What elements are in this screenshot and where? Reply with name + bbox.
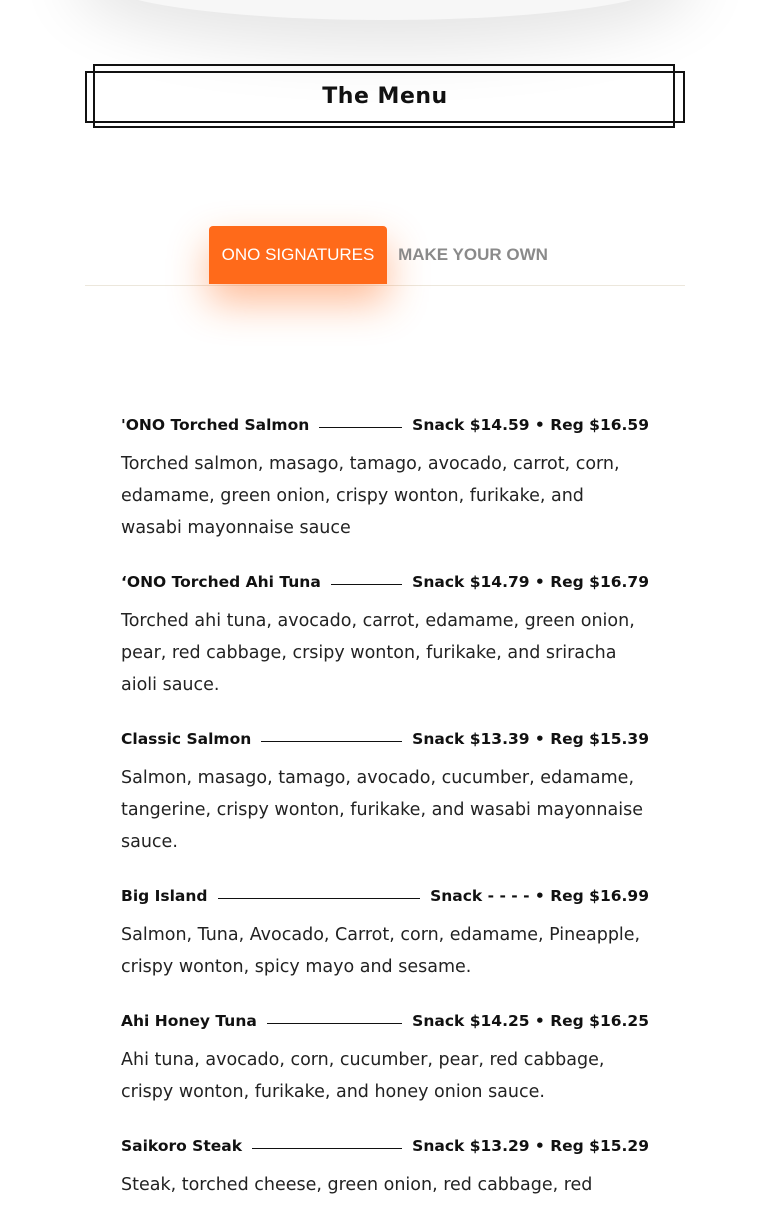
menu-item-header <box>121 1008 649 1034</box>
menu-tabs <box>85 226 685 286</box>
menu-item-name: Big Island <box>121 887 208 905</box>
menu-item-price: Snack $13.29 • Reg $15.29 <box>412 1137 649 1155</box>
menu-item-name: Saikoro Steak <box>121 1137 243 1155</box>
menu-item-name: Classic Salmon <box>121 730 252 748</box>
menu-item-leader <box>267 1023 402 1024</box>
menu-item-leader <box>252 1148 402 1149</box>
menu-item-leader <box>218 898 421 899</box>
menu-item-header <box>121 726 649 752</box>
menu-item-leader <box>319 427 402 428</box>
menu-item <box>121 412 649 544</box>
menu-item-price: Snack $14.59 • Reg $16.59 <box>412 416 649 434</box>
tab-make-your-own[interactable]: MAKE YOUR OWN <box>398 245 548 264</box>
menu-item-description: Torched ahi tuna, avocado, carrot, edamame, green onion, pear, red cabbage, crsipy wonton, furikake, and sriracha aioli sauce. <box>121 611 635 695</box>
menu-item-description: Salmon, masago, tamago, avocado, cucumber, edamame, tangerine, crispy wonton, furikake, and wasabi mayonnaise sauce. <box>121 768 643 852</box>
menu-item-header <box>121 1133 649 1159</box>
menu-title-frame <box>85 64 685 130</box>
menu-item-header <box>121 569 649 595</box>
menu-item-leader <box>331 584 402 585</box>
menu-item-name: ‘ONO Torched Ahi Tuna <box>121 573 321 591</box>
menu-item-description: Torched salmon, masago, tamago, avocado, carrot, corn, edamame, green onion, crispy wonton, furikake, and wasabi mayonnaise sauce <box>121 454 620 538</box>
menu-item-description: Steak, torched cheese, green onion, red cabbage, red <box>121 1175 593 1195</box>
top-shadow-decoration <box>100 0 670 20</box>
menu-item-description: Ahi tuna, avocado, corn, cucumber, pear, red cabbage, crispy wonton, furikake, and honey onion sauce. <box>121 1050 605 1102</box>
menu-item <box>121 726 649 858</box>
menu-item-price: Snack $14.79 • Reg $16.79 <box>412 573 649 591</box>
menu-item-price: Snack $14.25 • Reg $16.25 <box>412 1012 649 1030</box>
page-title: The Menu <box>322 84 448 109</box>
menu-item-description: Salmon, Tuna, Avocado, Carrot, corn, edamame, Pineapple, crispy wonton, spicy mayo and sesame. <box>121 925 641 977</box>
menu-item-price: Snack - - - - • Reg $16.99 <box>430 887 649 905</box>
menu-list <box>121 412 649 1226</box>
menu-item-header <box>121 883 649 909</box>
menu-item <box>121 883 649 983</box>
menu-item-name: Ahi Honey Tuna <box>121 1012 257 1030</box>
menu-item-header <box>121 412 649 438</box>
menu-item <box>121 1133 649 1201</box>
menu-item-name: 'ONO Torched Salmon <box>121 416 310 434</box>
tab-ono-signatures[interactable]: ONO SIGNATURES <box>209 226 387 284</box>
menu-item-leader <box>261 741 402 742</box>
menu-item-price: Snack $13.39 • Reg $15.39 <box>412 730 649 748</box>
menu-item <box>121 1008 649 1108</box>
menu-item <box>121 569 649 701</box>
